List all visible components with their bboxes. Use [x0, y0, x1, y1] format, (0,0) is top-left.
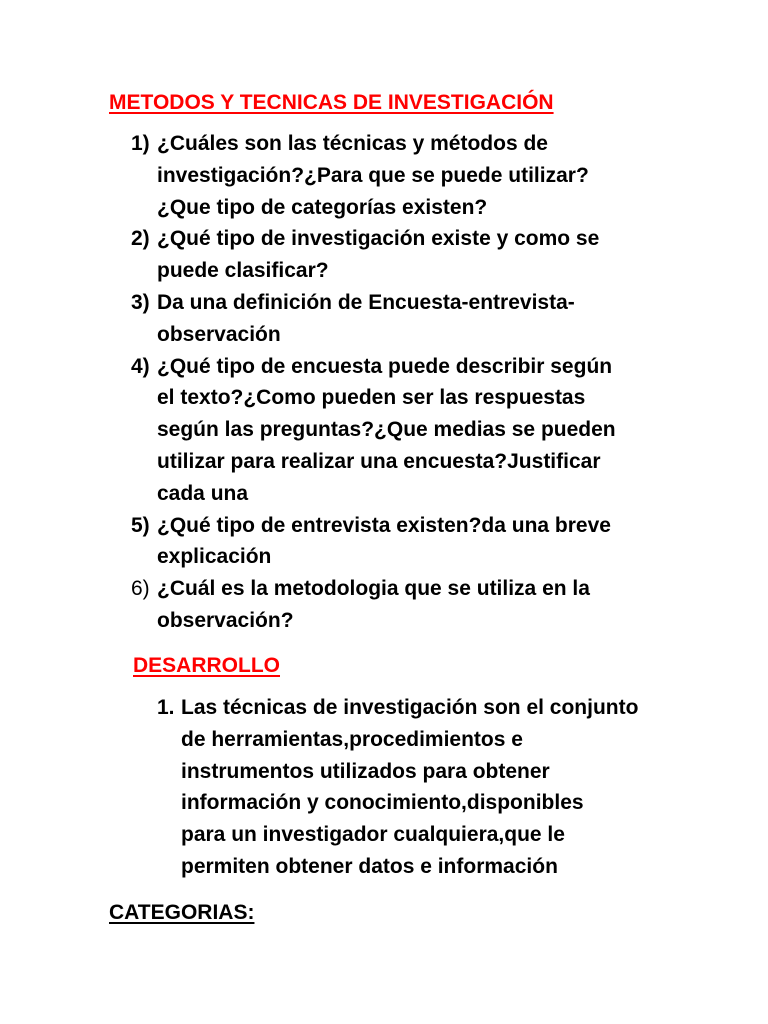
question-line: según las preguntas?¿Que medias se pueden	[157, 418, 616, 442]
question-number: 1)	[131, 132, 150, 155]
question-number: 2)	[131, 227, 150, 251]
question-line: ¿Cuál es la metodologia que se utiliza en la	[157, 577, 590, 601]
question-line: ¿Cuáles son las técnicas y métodos de	[157, 132, 548, 155]
question-item	[131, 573, 616, 637]
answer-item	[157, 692, 639, 883]
question-line: observación?	[157, 608, 294, 632]
answer-line: instrumentos utilizados para obtener	[181, 759, 550, 783]
question-item	[131, 223, 616, 287]
question-item	[131, 351, 616, 510]
question-line: ¿Que tipo de categorías existen?	[157, 195, 488, 219]
answers-list	[157, 692, 639, 883]
question-line: utilizar para realizar una encuesta?Justificar	[157, 449, 601, 473]
development-heading: DESARROLLO	[133, 654, 280, 677]
question-line: puede clasificar?	[157, 259, 329, 283]
answer-line: para un investigador cualquiera,que le	[181, 823, 565, 847]
answer-line: información y conocimiento,disponibles	[181, 791, 584, 815]
question-item	[131, 287, 616, 351]
question-line: Da una definición de Encuesta-entrevista-	[157, 290, 575, 314]
answer-line: de herramientas,procedimientos e	[181, 727, 523, 751]
question-line: ¿Qué tipo de entrevista existen?da una breve	[157, 513, 611, 537]
question-line: cada una	[157, 481, 249, 505]
question-number: 5)	[131, 513, 150, 537]
answer-line: permiten obtener datos e información	[181, 854, 558, 878]
question-line: explicación	[157, 545, 272, 569]
questions-list	[131, 128, 616, 637]
question-line: ¿Qué tipo de investigación existe y como se	[157, 227, 600, 251]
answer-line: Las técnicas de investigación son el conjunto	[181, 696, 639, 719]
question-line: el texto?¿Como pueden ser las respuestas	[157, 386, 586, 410]
categories-heading: CATEGORIAS:	[109, 901, 255, 924]
question-number: 6)	[131, 577, 150, 601]
question-line: observación	[157, 322, 281, 346]
question-line: investigación?¿Para que se puede utilizar?	[157, 163, 589, 187]
answer-number: 1.	[157, 696, 175, 719]
question-item	[131, 128, 616, 223]
question-line: ¿Qué tipo de encuesta puede describir según	[157, 354, 613, 378]
question-item	[131, 510, 616, 574]
document-title: METODOS Y TECNICAS DE INVESTIGACIÓN	[109, 91, 554, 114]
question-number: 4)	[131, 354, 150, 378]
question-number: 3)	[131, 290, 150, 314]
